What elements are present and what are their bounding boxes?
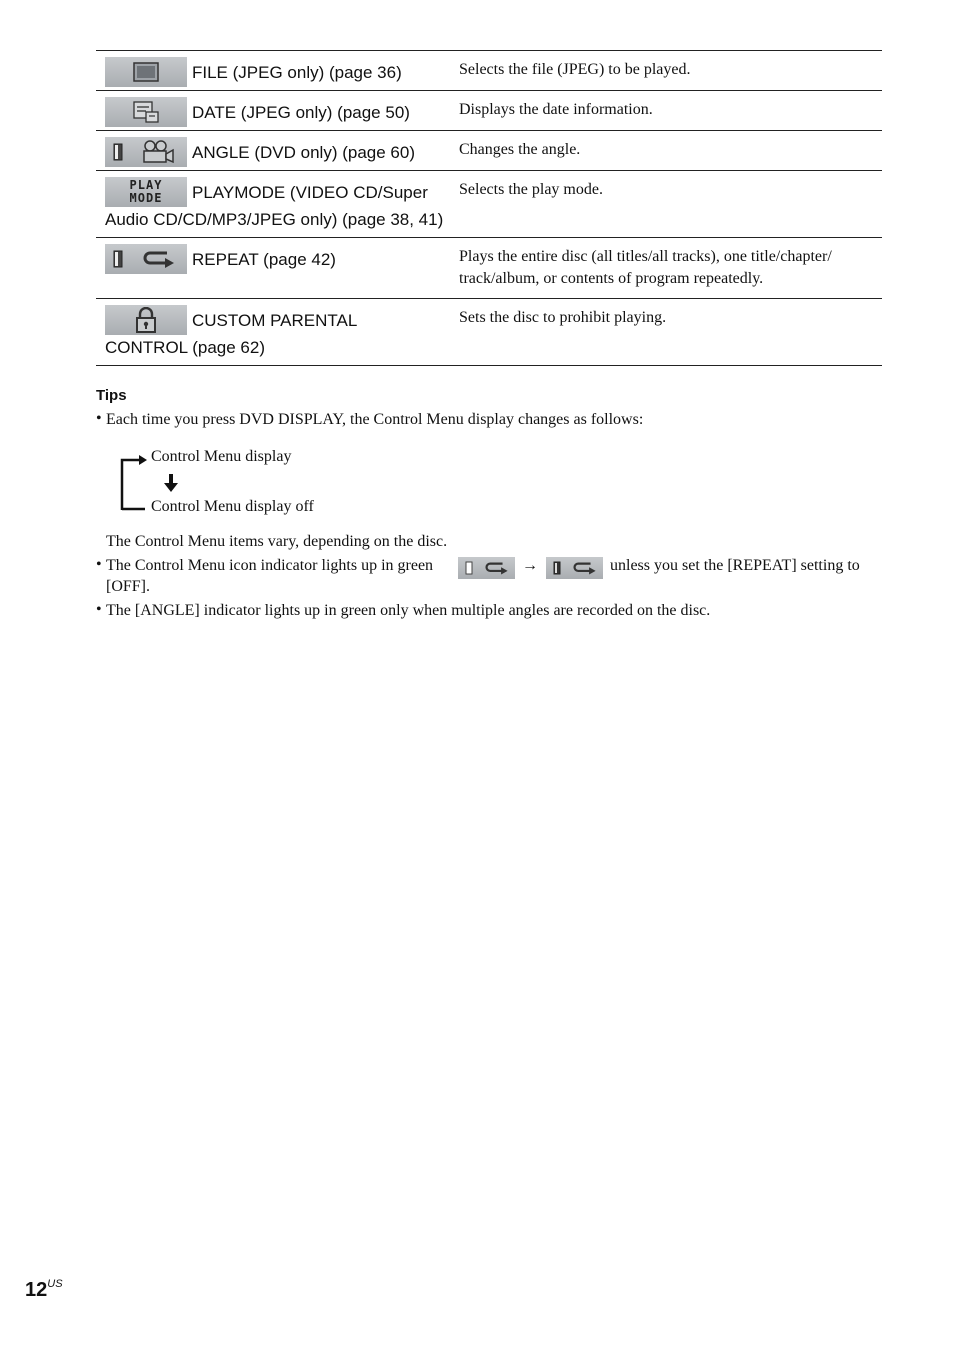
repeat-indicator-off-icon (458, 557, 515, 579)
table-row (96, 299, 882, 366)
tip-text: The [ANGLE] indicator lights up in green only when multiple angles are recorded on the disc. (106, 602, 711, 619)
page-region: US (47, 1278, 63, 1290)
table-row (96, 131, 882, 171)
tip-text-continued: unless you set the [REPEAT] setting to (610, 557, 860, 574)
file-icon (105, 57, 187, 87)
repeat-arrow-icon (141, 248, 175, 270)
flow-label-off: Control Menu display off (151, 498, 314, 515)
item-label: PLAYMODE (VIDEO CD/Super (192, 183, 428, 202)
item-label: FILE (JPEG only) (page 36) (192, 63, 402, 82)
tip-text: The Control Menu icon indicator lights up in green (106, 557, 434, 574)
repeat-icon (105, 244, 187, 274)
item-label-continued: Audio CD/CD/MP3/JPEG only) (page 38, 41) (105, 210, 444, 229)
bullet: • (96, 410, 102, 427)
lock-icon (105, 305, 187, 335)
flow-label-on: Control Menu display (151, 448, 292, 465)
item-label-continued: CONTROL (page 62) (105, 338, 265, 357)
bullet: • (96, 556, 102, 573)
page-number (25, 1278, 63, 1302)
tip-text: Each time you press DVD DISPLAY, the Control Menu display changes as follows: (106, 411, 644, 428)
playmode-icon-line2: MODE (129, 191, 163, 205)
item-description-line: Plays the entire disc (all titles/all tracks), one title/chapter/ (459, 248, 832, 265)
indicator-lamp-icon (113, 250, 123, 268)
item-label: ANGLE (DVD only) (page 60) (192, 143, 415, 162)
item-description: Selects the play mode. (459, 181, 603, 198)
tip-text-continued: [OFF]. (106, 578, 151, 595)
tip-note: The Control Menu items vary, depending on the disc. (106, 533, 448, 550)
video-camera-icon (141, 140, 175, 164)
angle-icon (105, 137, 187, 167)
item-description: Displays the date information. (459, 101, 653, 118)
item-label: CUSTOM PARENTAL (192, 311, 358, 330)
playmode-icon-line1: PLAY (129, 178, 163, 192)
item-description: Changes the angle. (459, 141, 581, 158)
date-icon (105, 97, 187, 127)
bullet: • (96, 601, 102, 618)
item-description-line: track/album, or contents of program repeatedly. (459, 270, 764, 287)
item-description: Selects the file (JPEG) to be played. (459, 61, 691, 78)
indicator-lamp-icon (113, 143, 123, 161)
item-label: DATE (JPEG only) (page 50) (192, 103, 410, 122)
tips-heading: Tips (96, 387, 127, 404)
arrow-right-icon: → (522, 557, 538, 574)
playmode-icon (105, 177, 187, 207)
table-row (96, 91, 882, 131)
item-description: Sets the disc to prohibit playing. (459, 309, 667, 326)
page-number-value: 12 (25, 1279, 48, 1301)
item-description (459, 246, 879, 290)
table-row (96, 238, 882, 299)
control-menu-items-table (96, 50, 882, 366)
table-row (96, 51, 882, 91)
repeat-indicator-on-icon (546, 557, 603, 579)
item-label: REPEAT (page 42) (192, 250, 336, 269)
table-row (96, 171, 882, 238)
